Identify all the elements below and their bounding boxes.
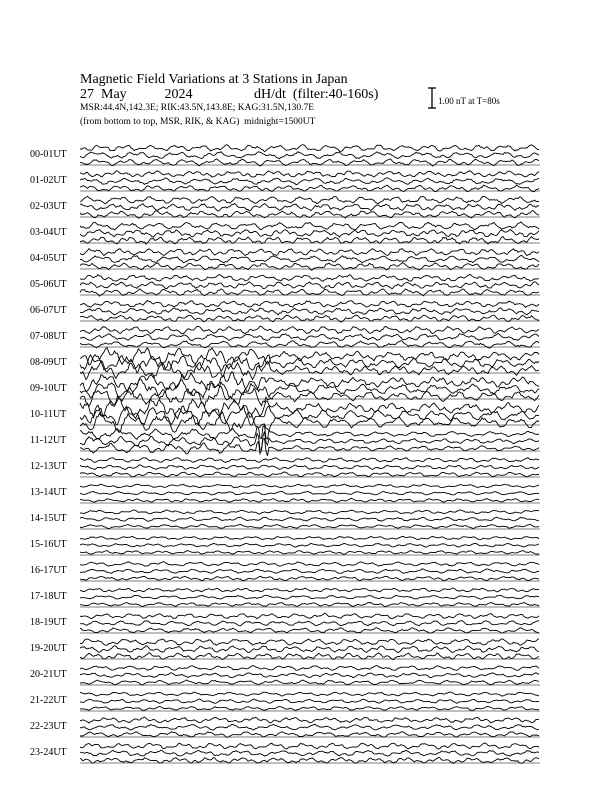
trace-kag	[80, 717, 539, 723]
trace-rik	[80, 621, 539, 626]
trace-msr	[80, 680, 539, 685]
hour-label: 17-18UT	[30, 591, 67, 602]
trace-msr	[80, 603, 539, 607]
trace-kag	[80, 145, 539, 152]
hour-row	[30, 398, 540, 433]
trace-kag	[80, 613, 539, 619]
trace-msr	[80, 498, 539, 502]
trace-rik	[80, 152, 539, 159]
trace-msr	[80, 628, 539, 633]
hour-row	[30, 562, 540, 581]
trace-kag	[80, 222, 539, 230]
trace-rik	[80, 543, 539, 547]
trace-rik	[80, 750, 539, 756]
trace-kag	[80, 171, 539, 177]
trace-kag	[80, 484, 539, 488]
hour-label: 07-08UT	[30, 331, 67, 342]
trace-rik	[80, 465, 539, 470]
trace-rik	[80, 230, 539, 238]
hour-row	[30, 510, 540, 529]
hour-label: 15-16UT	[30, 539, 67, 550]
quantity-label: dH/dt	[254, 87, 286, 102]
hour-row	[30, 639, 540, 660]
hour-row	[30, 536, 540, 555]
hour-label: 23-24UT	[30, 747, 67, 758]
hour-row	[30, 717, 540, 737]
trace-msr	[80, 757, 539, 763]
date-year: 2024	[164, 87, 193, 102]
trace-rik	[80, 699, 539, 703]
hour-label: 02-03UT	[30, 201, 67, 212]
hour-label: 03-04UT	[30, 227, 67, 238]
trace-kag	[80, 588, 539, 592]
midnight-note: midnight=1500UT	[244, 117, 316, 127]
hour-row	[30, 666, 540, 685]
trace-kag	[80, 639, 539, 646]
trace-rik	[80, 432, 539, 450]
hour-label: 13-14UT	[30, 487, 67, 498]
date-day: 27	[80, 87, 94, 102]
trace-kag	[80, 301, 539, 308]
trace-kag	[80, 510, 539, 514]
hour-row	[30, 326, 540, 348]
hour-label: 18-19UT	[30, 617, 67, 628]
hour-row	[30, 348, 540, 380]
hour-label: 22-23UT	[30, 721, 67, 732]
trace-kag	[80, 743, 539, 749]
trace-kag	[80, 666, 539, 671]
hour-label: 20-21UT	[30, 669, 67, 680]
trace-kag	[80, 249, 539, 256]
trace-msr	[80, 732, 539, 738]
trace-rik	[80, 255, 539, 262]
scale-label: 1.00 nT at T=80s	[438, 96, 500, 106]
trace-kag	[80, 692, 539, 696]
hour-row	[30, 145, 540, 166]
hour-label: 00-01UT	[30, 149, 67, 160]
hour-label: 01-02UT	[30, 175, 67, 186]
filter-label: (filter:40-160s)	[292, 87, 379, 102]
hour-label: 04-05UT	[30, 253, 67, 264]
hour-label: 06-07UT	[30, 305, 67, 316]
hour-row	[30, 426, 540, 456]
trace-msr	[80, 472, 539, 477]
hour-row	[30, 222, 540, 244]
hour-label: 09-10UT	[30, 383, 67, 394]
stations-line: MSR:44.4N,142.3E; RIK:43.5N,143.8E; KAG:31.5N,130.7E	[80, 103, 315, 113]
hour-label: 21-22UT	[30, 695, 67, 706]
trace-rik	[80, 405, 539, 425]
trace-kag	[80, 458, 539, 463]
trace-msr	[80, 706, 539, 710]
hour-label: 08-09UT	[30, 357, 67, 368]
trace-rik	[80, 178, 539, 185]
hour-label: 10-11UT	[30, 409, 67, 420]
trace-kag	[80, 326, 539, 334]
trace-rik	[80, 491, 539, 495]
trace-rik	[80, 673, 539, 678]
hour-row	[30, 372, 540, 407]
hour-label: 05-06UT	[30, 279, 67, 290]
hour-row	[30, 249, 540, 270]
hour-label: 19-20UT	[30, 643, 67, 654]
hour-label: 12-13UT	[30, 461, 67, 472]
hour-label: 14-15UT	[30, 513, 67, 524]
hour-row	[30, 301, 540, 322]
hour-label: 11-12UT	[30, 435, 67, 446]
trace-kag	[80, 536, 539, 539]
hour-row	[30, 458, 540, 477]
date-month: May	[101, 87, 127, 102]
hour-row	[30, 274, 540, 296]
trace-rik	[80, 646, 539, 653]
trace-rik	[80, 282, 539, 289]
chart-title: Magnetic Field Variations at 3 Stations in Japan	[80, 72, 348, 87]
hour-row	[30, 588, 540, 607]
order-note: (from bottom to top, MSR, RIK, & KAG)	[80, 117, 240, 127]
trace-kag	[80, 562, 539, 567]
hour-row	[30, 171, 540, 192]
trace-rik	[80, 724, 539, 730]
trace-msr	[80, 551, 539, 555]
trace-msr	[80, 576, 539, 581]
trace-rik	[80, 308, 539, 315]
trace-msr	[80, 524, 539, 528]
trace-kag	[80, 274, 539, 281]
hour-label: 16-17UT	[30, 565, 67, 576]
trace-rik	[80, 517, 539, 521]
hour-row	[30, 484, 540, 503]
trace-rik	[80, 569, 539, 574]
trace-kag	[80, 196, 539, 204]
hour-row	[30, 743, 540, 764]
trace-rik	[80, 333, 539, 340]
hour-row	[30, 692, 540, 711]
trace-rik	[80, 204, 539, 212]
hour-row	[30, 613, 540, 633]
trace-rik	[80, 595, 539, 599]
hour-row	[30, 196, 540, 218]
